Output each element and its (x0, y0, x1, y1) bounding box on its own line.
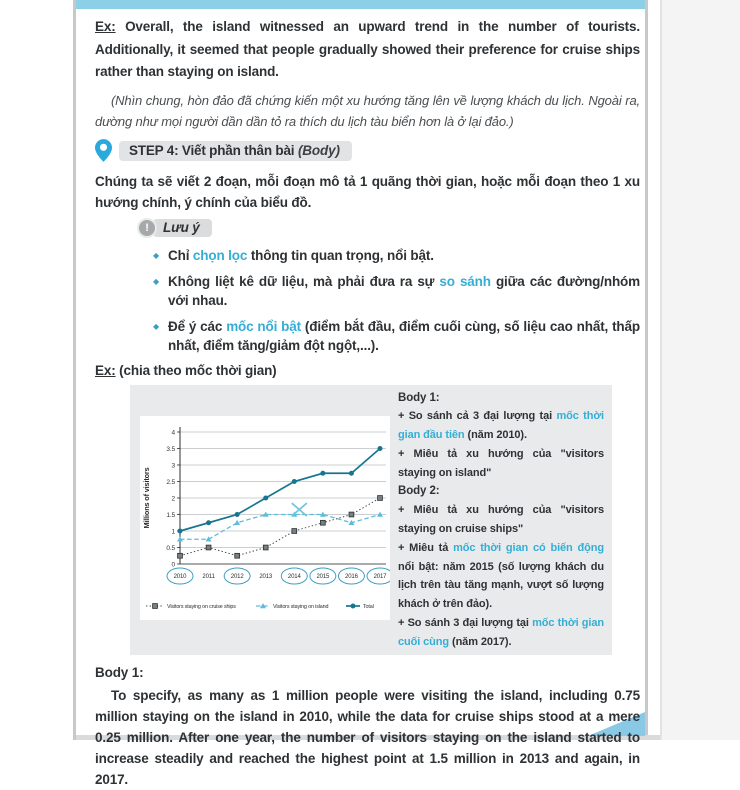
svg-text:1.5: 1.5 (166, 511, 175, 519)
step4-header (95, 139, 640, 163)
svg-text:2: 2 (171, 494, 175, 502)
page-content (95, 16, 640, 790)
svg-text:3.5: 3.5 (166, 445, 175, 453)
svg-text:1: 1 (171, 527, 175, 535)
step4-description: Chúng ta sẽ viết 2 đoạn, mỗi đoạn mô tả 1 quãng thời gian, hoặc mỗi đoạn theo 1 xu hướng chính, ý chính của biểu đồ. (95, 173, 640, 210)
chart-box (140, 416, 390, 620)
svg-text:2.5: 2.5 (166, 478, 175, 486)
body-note-heading: Body 1: (398, 391, 440, 404)
note-bullet-item (153, 272, 640, 310)
note-badge (137, 217, 640, 239)
body1-heading: Body 1: (95, 664, 144, 680)
svg-text:2013: 2013 (259, 573, 273, 580)
example-caption: Ex: (chia theo mốc thời gian) (95, 362, 277, 378)
svg-text:2016: 2016 (345, 573, 358, 580)
note-bullet-text: Không liệt kê dữ liệu, mà phải đưa ra sự so sánh giữa các đường/nhóm với nhau. (168, 273, 641, 308)
svg-text:2012: 2012 (230, 573, 244, 580)
note-bullet-item (153, 246, 640, 265)
note-bullet-item (153, 317, 640, 355)
photo-right-margin (660, 0, 740, 740)
svg-text:3: 3 (171, 461, 175, 469)
svg-text:2017: 2017 (373, 573, 387, 580)
exclamation-icon: ! (137, 218, 157, 238)
svg-text:2011: 2011 (202, 573, 215, 580)
body-note-line: + So sánh cả 3 đại lượng tại mốc thời gian đầu tiên (năm 2010). (398, 410, 604, 442)
svg-text:0: 0 (171, 560, 175, 568)
svg-text:2015: 2015 (316, 573, 330, 580)
location-pin-icon (95, 139, 112, 162)
note-bullet-text: Chỉ chọn lọc thông tin quan trọng, nổi bật. (168, 247, 434, 263)
svg-text:2014: 2014 (287, 573, 301, 580)
page-left-edge (73, 0, 76, 740)
body-notes (398, 389, 604, 655)
body-note-line: + Miêu tả xu hướng của "visitors staying on cruise ships" (398, 504, 604, 536)
step4-title: STEP 4: Viết phần thân bài (129, 142, 295, 158)
note-bullet-text: Để ý các mốc nổi bật (điểm bắt đầu, điểm cuối cùng, số liệu cao nhất, thấp nhất, điểm tăng/giảm đột ngột,...). (168, 318, 640, 353)
body1-paragraph: To specify, as many as 1 million people were visiting the island, including 0.75 million staying on the island in 2010, while the data for cruise ships stood at a mere 0.25 million. After one year, the number of visitors staying on the island started to increase steadily and reached the highest point at 1.5 million in 2013 and again, in 2017. (95, 687, 640, 787)
step4-title-bar (119, 141, 352, 161)
example-panel (130, 385, 612, 655)
diamond-bullet-icon: ◆ (153, 276, 160, 286)
body-note-line: + So sánh 3 đại lượng tại mốc thời gian cuối cùng (năm 2017). (398, 617, 604, 648)
vietnamese-translation: (Nhìn chung, hòn đảo đã chứng kiến một xu hướng tăng lên về lượng khách du lịch. Ngoài ra, dường như mọi người dần dần tỏ ra thích du lịch tàu biển hơn là ở lại đảo.) (95, 92, 640, 129)
svg-text:Millions of visitors: Millions of visitors (142, 466, 151, 529)
svg-text:2010: 2010 (173, 573, 187, 580)
svg-text:Visitors staying on island: Visitors staying on island (273, 603, 329, 610)
note-label: Lưu ý (153, 219, 212, 237)
body-note-heading: Body 2: (398, 485, 440, 498)
svg-text:Total: Total (363, 603, 374, 610)
body-note-line: + Miêu tả mốc thời gian có biến động nổi bật: năm 2015 (số lượng khách du lịch trên tàu tăng mạnh, vượt số lượng khách ở trên đảo). (398, 541, 604, 611)
svg-text:Visitors staying on cruise shi: Visitors staying on cruise ships (167, 603, 236, 610)
page-right-edge (645, 0, 648, 740)
diamond-bullet-icon: ◆ (153, 321, 160, 331)
svg-text:4: 4 (171, 428, 175, 436)
tourists-line-chart (140, 416, 390, 620)
example-overall-paragraph: Ex: Overall, the island witnessed an upward trend in the number of tourists. Additionally, it seemed that people gradually showed their preference for cruise ships rather than staying on island. (95, 19, 640, 79)
step4-suffix: (Body) (297, 142, 340, 158)
notes-list (95, 246, 640, 355)
page-top-accent-bar (76, 0, 645, 9)
svg-text:0.5: 0.5 (166, 544, 175, 552)
body-note-line: + Miêu tả xu hướng của "visitors staying on island" (398, 447, 604, 479)
diamond-bullet-icon: ◆ (153, 250, 160, 260)
